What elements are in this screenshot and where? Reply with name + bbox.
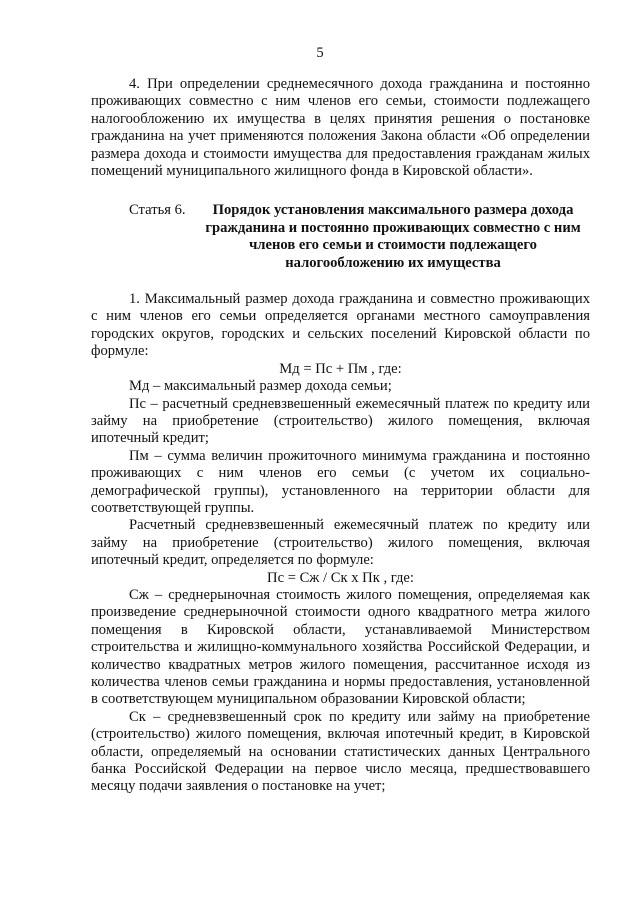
- definition-md: Мд – максимальный размер дохода семьи;: [129, 378, 392, 395]
- definition-ps: Пс – расчетный средневзвешенный ежемесячный платеж по кредиту или займу на приобретение (строительство) жилого помещения, включая ипотечный кредит;: [91, 395, 590, 447]
- paragraph-1: 1. Максимальный размер дохода гражданина и совместно проживающих с ним членов его семьи определяется органами местного самоуправления городских округов, городских и сельских поселений Кировской области по формуле:: [91, 291, 590, 360]
- formula-payment: Пс = Сж / Ск х Пк , где:: [267, 569, 414, 586]
- formula-max-income: Мд = Пс + Пм , где:: [279, 360, 402, 377]
- article-heading: [91, 202, 590, 272]
- definition-sk: Ск – средневзвешенный срок по кредиту или займу на приобретение (строительство) жилого помещения, включая ипотечный кредит, в Кировской области, определяемый на основании статистических данных Центрального банка Российской Федерации на первое число месяца, предшествовавшего месяцу подачи заявления о постановке на учет;: [91, 708, 590, 795]
- article-label: Статья 6.: [129, 202, 186, 219]
- definition-pm: Пм – сумма величин прожиточного минимума гражданина и постоянно проживающих с ним членов его семьи (с учетом их социально-демографической группы), установленного на территории области для соответствующей группы.: [91, 447, 590, 516]
- paragraph-2: Расчетный средневзвешенный ежемесячный платеж по кредиту или займу на приобретение (строительство) жилого помещения, включая ипотечный кредит, определяется по формуле:: [91, 517, 590, 569]
- clause-4: 4. При определении среднемесячного дохода гражданина и постоянно проживающих совместно с ним членов его семьи, стоимости подлежащего налогообложению их имущества в целях принятия решения о постановке гражданина на учет применяются положения Закона области «Об определении размера дохода и стоимости имущества для предоставления гражданам жилых помещений муниципального жилищного фонда в Кировской области».: [91, 76, 590, 180]
- definition-szh: Сж – среднерыночная стоимость жилого помещения, определяемая как произведение среднерыночной стоимости одного квадратного метра жилого помещения в Кировской области, устанавливаемой Министерством строительства и жилищно-коммунального хозяйства Российской Федерации, и количество квадратных метров жилого помещения, рассчитанное исходя из количества членов семьи гражданина и нормы предоставления, установленной в соответствующем муниципальном образовании Кировской области;: [91, 586, 590, 708]
- page-number: 5: [316, 45, 324, 61]
- article-title: Порядок установления максимального размера дохода гражданина и постоянно проживающих совместно с ним членов его семьи и стоимости подлежащего налогообложению их имущества: [205, 202, 581, 271]
- document-body: [91, 76, 590, 796]
